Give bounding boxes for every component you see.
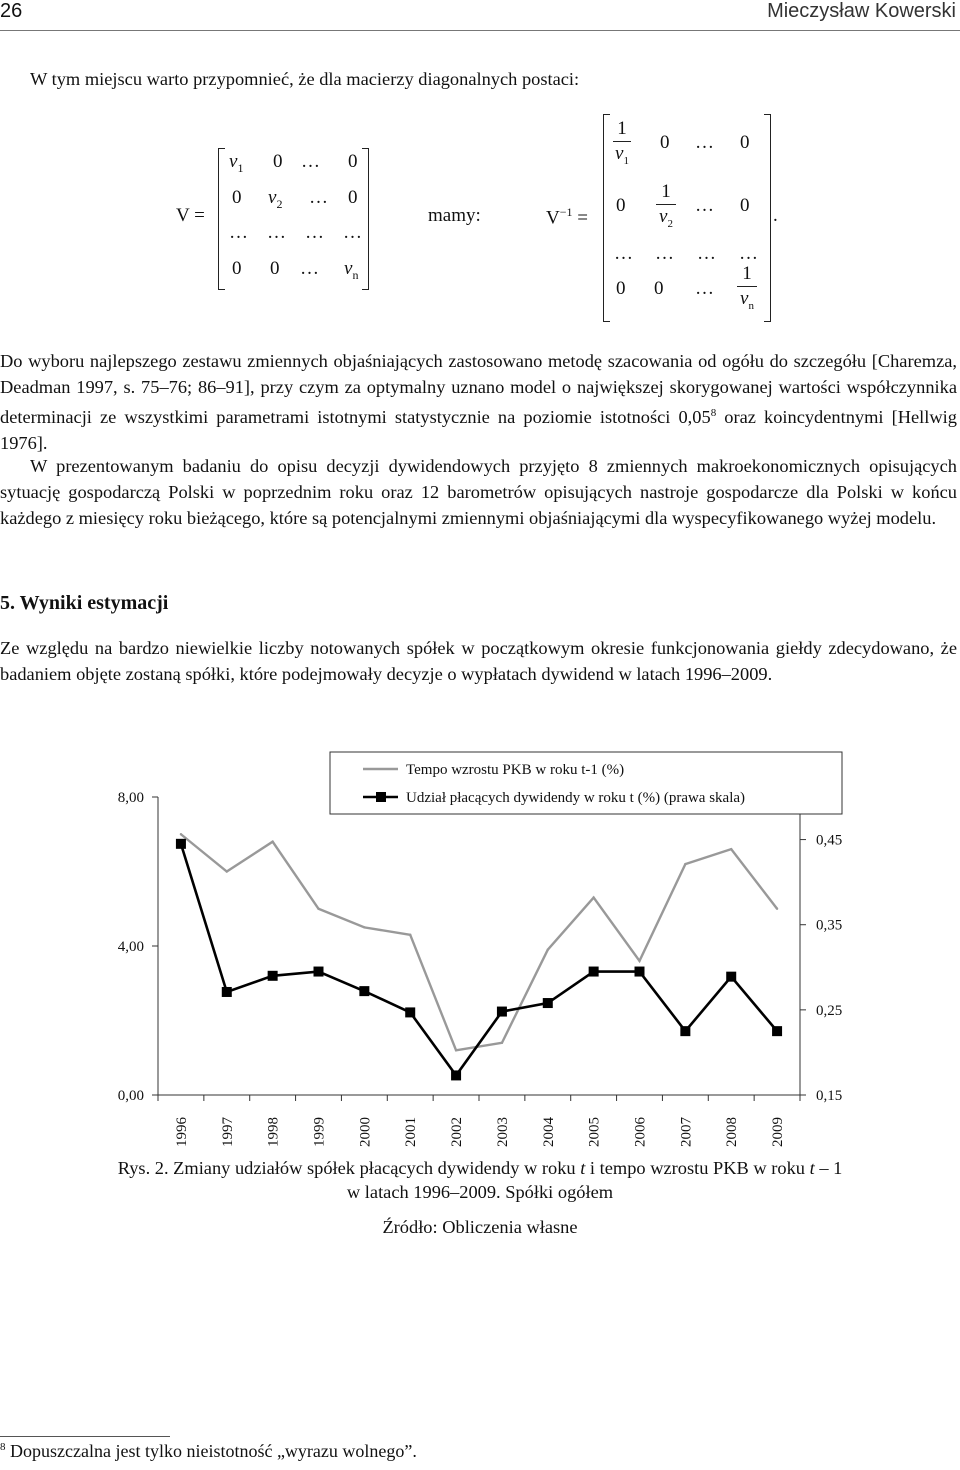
- inv-r1c1: 1 $v_1$: [612, 117, 632, 173]
- inv-r3c4: …: [739, 243, 758, 264]
- matrix-v-left-bracket: [218, 148, 225, 290]
- footnote-rule: [0, 1436, 170, 1437]
- series-2-marker: [497, 1007, 507, 1017]
- matrix-v-label: V =: [176, 205, 205, 226]
- series-1-point: [271, 841, 273, 843]
- x-tick-label: 2001: [403, 1117, 420, 1147]
- v-row1: $v_1$: [229, 151, 244, 175]
- legend-swatch-marker: [376, 792, 386, 802]
- v-r2c4: 0: [348, 187, 358, 208]
- chart-legend: [330, 752, 842, 814]
- inv-r3c1: …: [614, 243, 633, 264]
- page-number: 26: [0, 0, 23, 22]
- v-r3c4: …: [343, 222, 362, 243]
- footnote: $^8$ Dopuszczalna jest tylko nieistotność „wyrazu wolnego”.: [0, 1441, 417, 1461]
- series-1-point: [547, 949, 549, 951]
- x-tick-label: 2009: [770, 1117, 787, 1147]
- right-tick-label: 0,25: [816, 1002, 843, 1019]
- inv-r2c1: 0: [616, 195, 626, 216]
- x-tick-label: 2007: [678, 1117, 695, 1147]
- legend-label: Tempo wzrostu PKB w roku t-1 (%): [406, 762, 625, 778]
- series-1-point: [226, 870, 228, 872]
- inv-r1c3: …: [695, 132, 714, 153]
- series-2-marker: [222, 987, 232, 997]
- mamy-label: mamy:: [428, 205, 481, 226]
- v-r2c2: $v_2$: [268, 187, 283, 211]
- v-r4c4: $v_n$: [344, 258, 359, 282]
- figure-source: Źródło: Obliczenia własne: [382, 1217, 578, 1237]
- series-2-marker: [543, 998, 553, 1008]
- matrix-end-dot: .: [773, 205, 778, 226]
- x-tick-label: 1999: [311, 1117, 328, 1147]
- series-1-point: [409, 934, 411, 936]
- inv-r1c4: 0: [740, 132, 750, 153]
- v-r4c2: 0: [270, 258, 280, 279]
- series-2-marker: [726, 972, 736, 982]
- figure-caption-line2: w latach 1996–2009. Spółki ogółem: [346, 1182, 614, 1202]
- series-2-marker: [451, 1070, 461, 1080]
- series-1-point: [638, 960, 640, 962]
- series-2-marker: [635, 967, 645, 977]
- series-1-point: [592, 896, 594, 898]
- x-tick-label: 1998: [265, 1117, 282, 1147]
- v-r1c3: …: [301, 151, 320, 172]
- v-r1c2: 0: [273, 151, 283, 172]
- inv-r1c2: 0: [660, 132, 670, 153]
- inv-r2c3: …: [695, 195, 714, 216]
- v-r4c1: 0: [232, 258, 242, 279]
- left-tick-label: 8,00: [117, 790, 144, 806]
- matrix-inv-right-bracket: [764, 114, 771, 322]
- section-heading: 5. Wyniki estymacji: [0, 592, 169, 614]
- v-r3c1: …: [229, 222, 248, 243]
- inv-r2c2: 1 $v_2$: [654, 180, 678, 236]
- x-tick-label: 2006: [632, 1117, 649, 1147]
- v-r4c3: …: [300, 258, 319, 279]
- x-tick-label: 2003: [494, 1117, 511, 1147]
- series-1-point: [684, 863, 686, 865]
- inv-r2c4: 0: [740, 195, 750, 216]
- chart-axes: [158, 797, 800, 1095]
- right-tick-label: 0,45: [816, 832, 843, 849]
- dividend-gdp-chart: [0, 745, 960, 1155]
- legend-label: Udział płacących dywidendy w roku t (%) (prawa skala): [406, 790, 746, 806]
- right-tick-label: 0,15: [816, 1088, 843, 1104]
- v-r3c3: …: [305, 222, 324, 243]
- inv-r4c3: …: [695, 278, 714, 299]
- x-tick-label: 2004: [540, 1117, 557, 1147]
- series-1-point: [455, 1049, 457, 1051]
- series-2-marker: [680, 1026, 690, 1036]
- v-r2c3: …: [309, 187, 328, 208]
- matrix-v-right-bracket: [362, 148, 369, 290]
- inv-r4c2: 0: [654, 278, 664, 299]
- paragraph-variables: W prezentowanym badaniu do opisu decyzji dywidendowych przyjęto 8 zmiennych makroekonomicznych opisujących sytuację gospodarczą Polski w poprzednim roku oraz 12 barometrów opisujących nastroje gospodarcze dla Polski w końcu każdego z miesięcy roku bieżącego, które są potencjalnymi zmiennymi objaśniającymi dla wyspecyfikowanego wyżej modelu.: [0, 456, 957, 528]
- v-r1c4: 0: [348, 151, 358, 172]
- series-2-marker: [772, 1026, 782, 1036]
- series-1-point: [730, 848, 732, 850]
- series-1-point: [363, 926, 365, 928]
- series-2-marker: [314, 967, 324, 977]
- x-tick-label: 2005: [586, 1117, 603, 1147]
- header-rule: [0, 30, 960, 31]
- matrix-inv-left-bracket: [603, 114, 610, 322]
- left-tick-label: 4,00: [117, 939, 144, 955]
- x-tick-label: 2002: [449, 1117, 466, 1147]
- figure-caption-line1: Rys. 2. Zmiany udziałów spółek płacących dywidendy w roku t i tempo wzrostu PKB w roku t – 1: [117, 1158, 843, 1178]
- v-r3c2: …: [267, 222, 286, 243]
- series-line-1: [181, 834, 777, 1050]
- series-1-point: [180, 833, 182, 835]
- paragraph-sample: Ze względu na bardzo niewielkie liczby notowanych spółek w początkowym okresie funkcjonowania giełdy zdecydowano, że badaniem objęte zostaną spółki, które podejmowały decyzje o wypłatach dywidend w latach 1996–2009.: [0, 638, 957, 684]
- v-r2c1: 0: [232, 187, 242, 208]
- series-1-point: [317, 908, 319, 910]
- series-2-marker: [405, 1007, 415, 1017]
- series-1-point: [501, 1042, 503, 1044]
- inverse-label: $V^{-1}$ =: [546, 205, 588, 229]
- inv-r4c4: 1 $v_n$: [735, 262, 759, 318]
- x-tick-label: 1996: [173, 1117, 190, 1147]
- series-2-marker: [268, 971, 278, 981]
- running-author: Mieczysław Kowerski: [767, 0, 956, 22]
- left-tick-label: 0,00: [117, 1088, 144, 1104]
- series-2-marker: [176, 839, 186, 849]
- chart-ticks: [118, 790, 843, 1147]
- series-line-2: [181, 844, 777, 1076]
- x-tick-label: 2000: [357, 1117, 374, 1147]
- x-tick-label: 1997: [219, 1117, 236, 1147]
- chart-series: [176, 833, 782, 1080]
- inv-r3c2: …: [655, 243, 674, 264]
- series-1-point: [776, 908, 778, 910]
- paragraph-method: Do wyboru najlepszego zestawu zmiennych objaśniających zastosowano metodę szacowania od ogółu do szczegółu [Charemza, Deadman 1997, s. 75–76; 86–91], przy czym za optymalny uznano model o największej skorygowanej wartości współczynnika determinacji ze wszystkimi parametrami istotnymi statystycznie na poziomie istotności 0,05$^8$ oraz koincydentnymi [Hellwig 1976].: [0, 351, 957, 454]
- inv-r4c1: 0: [616, 278, 626, 299]
- intro-line: W tym miejscu warto przypomnieć, że dla macierzy diagonalnych postaci:: [30, 69, 580, 89]
- inv-r3c3: …: [697, 243, 716, 264]
- series-2-marker: [589, 967, 599, 977]
- x-tick-label: 2008: [724, 1117, 741, 1147]
- right-tick-label: 0,35: [816, 917, 843, 934]
- series-2-marker: [359, 986, 369, 996]
